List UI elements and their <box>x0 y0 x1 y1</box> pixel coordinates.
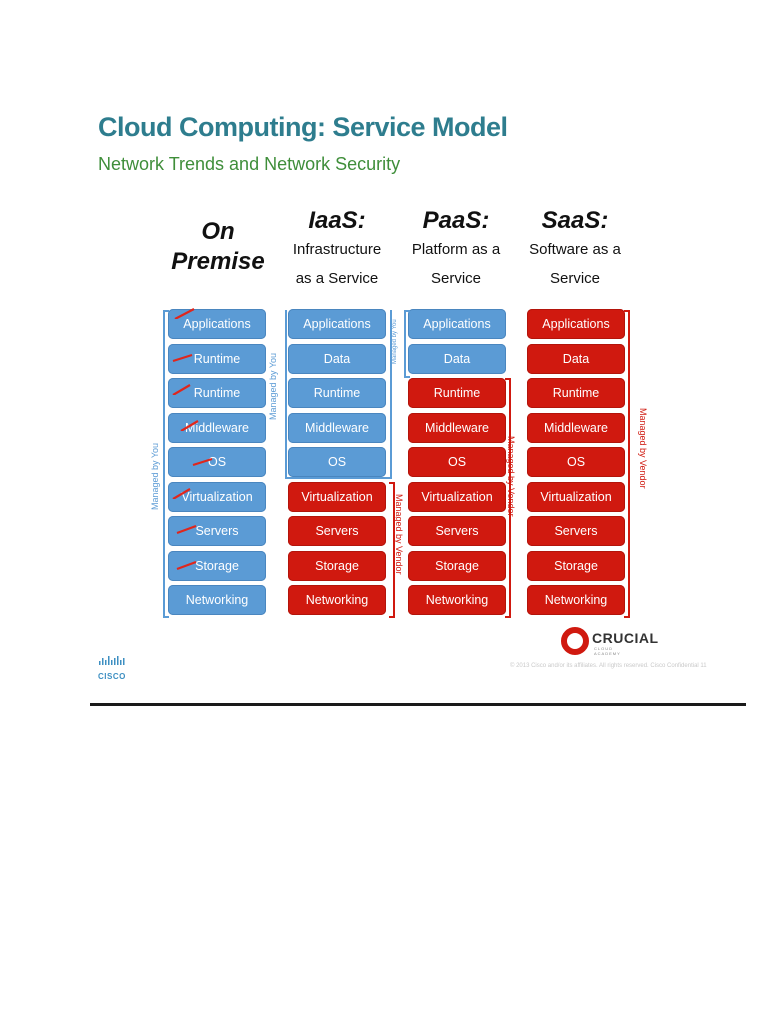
slide-title: Cloud Computing: Service Model <box>98 112 508 142</box>
layer-servers: Servers <box>408 516 506 546</box>
layer-runtime: Runtime <box>168 344 266 374</box>
header-saas <box>525 206 625 294</box>
header-saas-title: SaaS: <box>541 207 609 234</box>
layer-storage: Storage <box>408 551 506 581</box>
layer-middleware: Middleware <box>527 413 625 443</box>
layer-servers: Servers <box>168 516 266 546</box>
header-iaas <box>287 206 387 294</box>
layer-runtime: Runtime <box>288 378 386 408</box>
horizontal-divider <box>90 703 746 706</box>
layer-applications: Applications <box>288 309 386 339</box>
header-iaas-sub1: Infrastructure <box>292 241 382 258</box>
layer-virtualization: Virtualization <box>288 482 386 512</box>
slide-footer: © 2013 Cisco and/or its affiliates. All rights reserved. Cisco Confidential 11 <box>510 663 707 669</box>
layer-runtime: Runtime <box>168 378 266 408</box>
layer-os: OS <box>288 447 386 477</box>
cisco-logo <box>98 654 128 681</box>
crucial-logo-text: CRUCIAL <box>592 630 659 646</box>
header-iaas-sub2: as a Service <box>295 270 379 287</box>
layer-servers: Servers <box>527 516 625 546</box>
cisco-bars-icon <box>98 655 128 667</box>
header-paas-title: PaaS: <box>422 207 490 234</box>
crucial-logo-tagline: CLOUD ACADEMY <box>594 646 621 656</box>
layer-runtime: Runtime <box>408 378 506 408</box>
layer-networking: Networking <box>527 585 625 615</box>
strike-mark <box>176 559 198 571</box>
layer-networking: Networking <box>288 585 386 615</box>
label-iaas-managed-by-you: Managed by You <box>268 352 278 420</box>
cisco-logo-text: CISCO <box>98 672 126 681</box>
layer-virtualization: Virtualization <box>408 482 506 512</box>
layer-virtualization: Virtualization <box>168 482 266 512</box>
crucial-ring-icon <box>560 624 592 656</box>
strike-mark <box>174 307 196 319</box>
strike-mark <box>192 455 214 467</box>
label-paas-managed-by-you: Managed by You <box>392 319 398 364</box>
bracket-iaas-you <box>285 310 392 479</box>
header-paas <box>406 206 506 294</box>
label-managed-by-you: Managed by You <box>150 442 160 510</box>
strike-mark <box>172 353 194 365</box>
bracket-you <box>163 310 169 618</box>
layer-storage: Storage <box>168 551 266 581</box>
layer-middleware: Middleware <box>408 413 506 443</box>
layer-runtime: Runtime <box>527 378 625 408</box>
layer-data: Data <box>408 344 506 374</box>
layer-virtualization: Virtualization <box>527 482 625 512</box>
layer-servers: Servers <box>288 516 386 546</box>
bracket-saas-vendor <box>624 310 630 618</box>
header-paas-sub2: Service <box>430 270 482 287</box>
header-on-premise <box>168 217 268 277</box>
layer-os: OS <box>408 447 506 477</box>
layer-networking: Networking <box>168 585 266 615</box>
label-saas-managed-by-vendor: Managed by Vendor <box>638 408 648 489</box>
slide-subtitle: Network Trends and Network Security <box>98 154 401 174</box>
strike-mark <box>180 419 202 431</box>
layer-middleware: Middleware <box>168 413 266 443</box>
header-saas-sub2: Service <box>549 270 601 287</box>
strike-mark <box>172 383 194 395</box>
header-premise: Premise <box>171 248 265 275</box>
layer-data: Data <box>288 344 386 374</box>
bracket-paas-you <box>404 310 410 378</box>
layer-applications: Applications <box>168 309 266 339</box>
header-paas-sub1: Platform as a <box>411 241 501 258</box>
label-paas-managed-by-vendor: Managed by Vendor <box>506 436 516 517</box>
label-iaas-managed-by-vendor: Managed by Vendor <box>394 494 404 575</box>
strike-mark <box>172 487 194 499</box>
layer-storage: Storage <box>527 551 625 581</box>
strike-mark <box>176 523 198 535</box>
header-saas-sub1: Software as a <box>529 241 621 258</box>
header-iaas-title: IaaS: <box>308 207 366 234</box>
layer-os: OS <box>527 447 625 477</box>
layer-applications: Applications <box>408 309 506 339</box>
layer-os: OS <box>168 447 266 477</box>
layer-applications: Applications <box>527 309 625 339</box>
layer-networking: Networking <box>408 585 506 615</box>
layer-storage: Storage <box>288 551 386 581</box>
header-on: On <box>201 218 235 245</box>
layer-middleware: Middleware <box>288 413 386 443</box>
layer-data: Data <box>527 344 625 374</box>
